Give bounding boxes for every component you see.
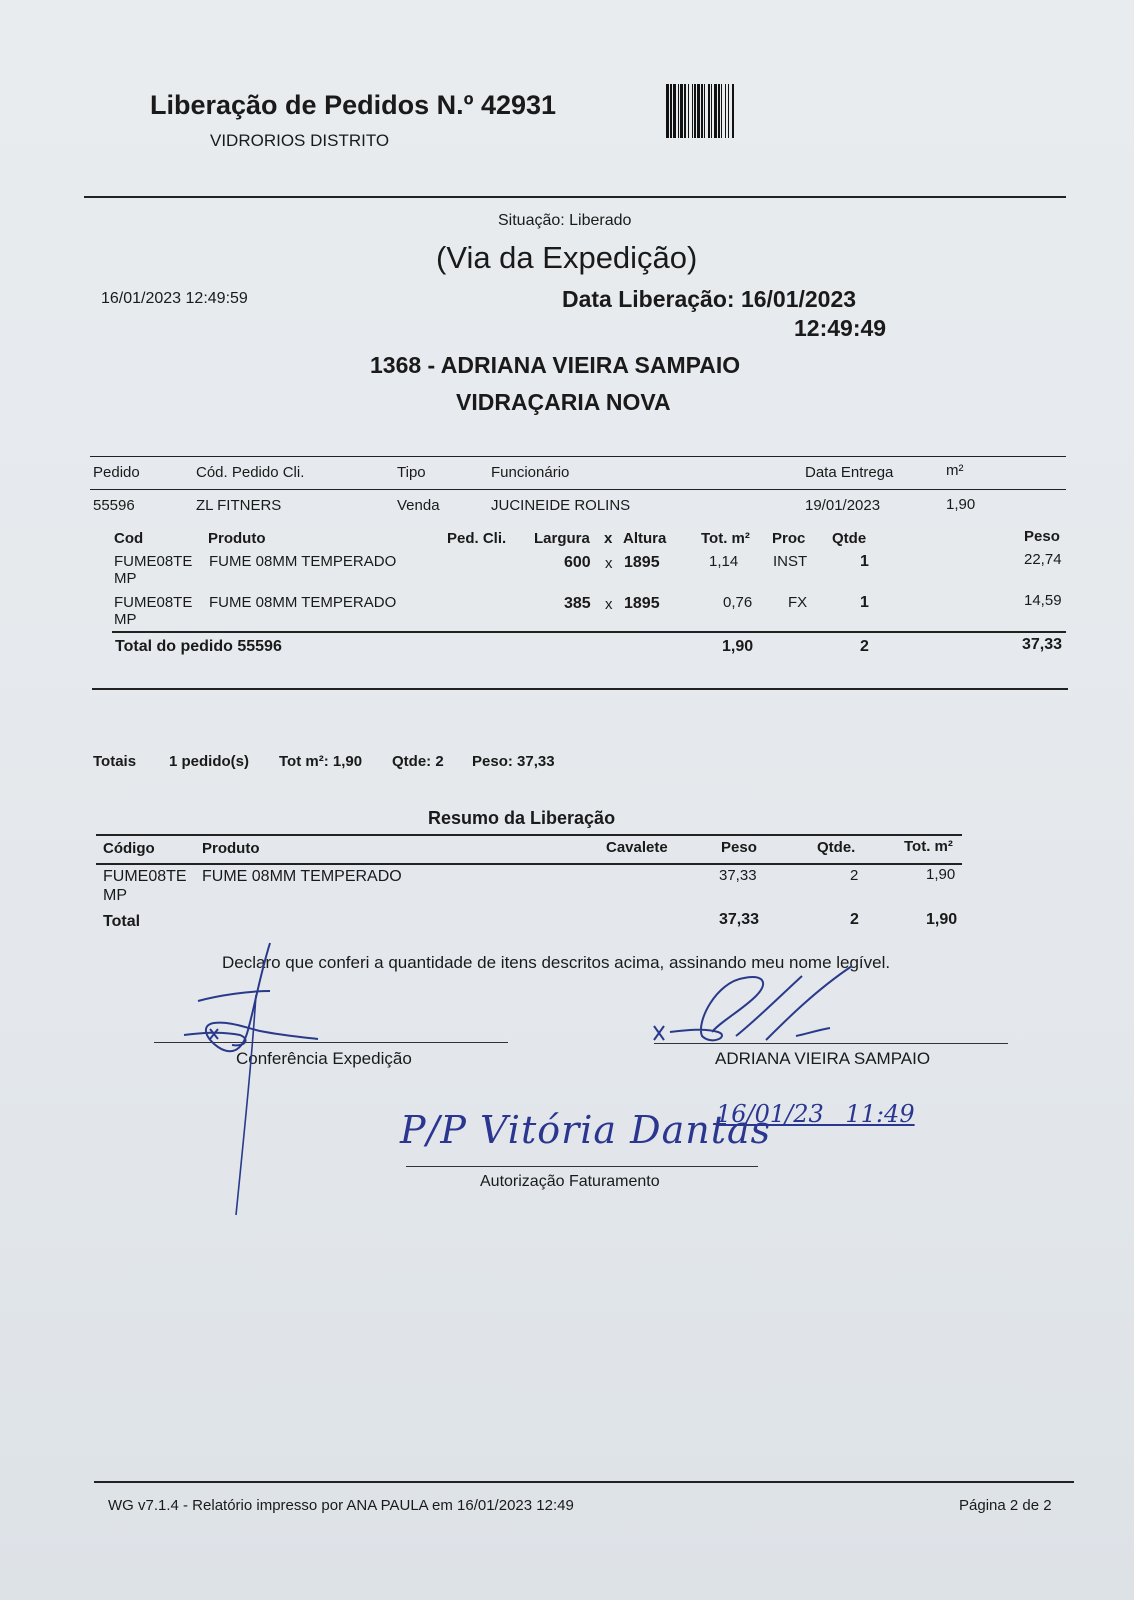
item-qtde: 1	[860, 594, 869, 611]
summary-header-rule	[96, 863, 962, 865]
col-altura: Altura	[623, 530, 667, 547]
footer-rule	[94, 1481, 1074, 1483]
totals-label: Totais	[93, 753, 137, 770]
item-qtde: 1	[860, 553, 869, 570]
handwritten-date: 16/01/23 11:49	[716, 1100, 915, 1128]
col-codigo: Código	[103, 840, 155, 857]
col-proc: Proc	[772, 530, 806, 547]
item-x: x	[605, 555, 613, 572]
col-produto: Produto	[208, 530, 266, 547]
item-peso: 14,59	[1024, 592, 1062, 609]
summary-total-peso: 37,33	[719, 911, 760, 928]
item-x: x	[605, 596, 613, 613]
col-m2: m²	[946, 462, 964, 479]
client-order-code: ZL FITNERS	[196, 497, 282, 514]
col-peso: Peso	[1024, 528, 1060, 545]
order-total-qtde: 2	[860, 638, 869, 655]
handwritten-authorization-name: P/P Vitória Dantas	[400, 1108, 772, 1152]
right-signature-icon	[646, 960, 866, 1050]
signature-label-right: ADRIANA VIEIRA SAMPAIO	[715, 1049, 931, 1068]
summary-top-rule	[96, 834, 962, 836]
summary-code: FUME08TE	[103, 868, 187, 885]
signature-label-left: Conferência Expedição	[236, 1049, 412, 1068]
release-time: 12:49:49	[794, 315, 887, 341]
col-qtde: Qtde.	[817, 839, 856, 856]
col-peso: Peso	[721, 839, 757, 856]
order-type: Venda	[397, 497, 440, 514]
summary-product: FUME 08MM TEMPERADO	[202, 868, 402, 885]
col-largura: Largura	[534, 530, 590, 547]
left-signature-icon	[170, 935, 350, 1225]
barcode-icon	[666, 84, 842, 138]
order-total-peso: 37,33	[1022, 636, 1063, 653]
order-m2: 1,90	[946, 496, 976, 513]
col-tipo: Tipo	[397, 464, 426, 481]
delivery-date: 19/01/2023	[805, 497, 881, 514]
totals-pedidos: 1 pedido(s)	[169, 753, 250, 770]
summary-code-suffix: MP	[103, 887, 127, 904]
summary-qtde: 2	[850, 867, 859, 884]
order-table-top-rule	[90, 456, 1066, 457]
summary-total-qtde: 2	[850, 911, 859, 928]
header-divider	[84, 196, 1066, 198]
item-height: 1895	[624, 595, 660, 612]
item-tot-m2: 0,76	[723, 594, 753, 611]
col-pedido: Pedido	[93, 464, 140, 481]
totals-m2: Tot m²: 1,90	[279, 753, 363, 770]
summary-peso: 37,33	[719, 867, 757, 884]
summary-total-label: Total	[103, 913, 141, 930]
order-total-label: Total do pedido 55596	[115, 638, 282, 655]
totals-peso: Peso: 37,33	[472, 753, 555, 770]
signature-line-bottom	[406, 1166, 758, 1167]
item-proc: FX	[788, 594, 808, 611]
item-peso: 22,74	[1024, 551, 1062, 568]
item-code-suffix: MP	[114, 611, 137, 628]
items-bottom-rule	[92, 688, 1068, 690]
item-code-suffix: MP	[114, 570, 137, 587]
order-total-m2: 1,90	[722, 638, 754, 655]
client-name: 1368 - ADRIANA VIEIRA SAMPAIO	[370, 352, 741, 378]
company-name: VIDRORIOS DISTRITO	[210, 131, 390, 150]
item-width: 385	[564, 595, 591, 612]
printed-datetime: 16/01/2023 12:49:59	[101, 290, 248, 307]
col-ped-cli: Ped. Cli.	[447, 530, 507, 547]
col-tot-m2: Tot. m²	[904, 838, 953, 855]
col-funcionario: Funcionário	[491, 464, 570, 481]
item-width: 600	[564, 554, 591, 571]
col-x: x	[604, 530, 613, 547]
item-product: FUME 08MM TEMPERADO	[209, 553, 397, 570]
status-text: Situação: Liberado	[498, 212, 632, 229]
order-table-header-rule	[90, 489, 1066, 490]
col-data-entrega: Data Entrega	[805, 464, 894, 481]
col-cavalete: Cavalete	[606, 839, 668, 856]
order-number: 55596	[93, 497, 135, 514]
item-code: FUME08TE	[114, 553, 193, 570]
item-tot-m2: 1,14	[709, 553, 739, 570]
totals-qtde: Qtde: 2	[392, 753, 444, 770]
declaration-text: Declaro que conferi a quantidade de itens descritos acima, assinando meu nome legível.	[222, 953, 891, 972]
summary-total-m2: 1,90	[926, 911, 958, 928]
employee: JUCINEIDE ROLINS	[491, 497, 631, 514]
footer-print-info: WG v7.1.4 - Relatório impresso por ANA PAULA em 16/01/2023 12:49	[108, 1497, 574, 1514]
release-date: Data Liberação: 16/01/2023	[562, 286, 857, 312]
client-store: VIDRAÇARIA NOVA	[456, 389, 671, 415]
col-tot-m2: Tot. m²	[701, 530, 750, 547]
summary-tot-m2: 1,90	[926, 866, 956, 883]
via-title: (Via da Expedição)	[436, 240, 698, 275]
item-height: 1895	[624, 554, 660, 571]
document-title: Liberação de Pedidos N.º 42931	[150, 90, 557, 120]
col-cod: Cod	[114, 530, 144, 547]
item-product: FUME 08MM TEMPERADO	[209, 594, 397, 611]
col-qtde: Qtde	[832, 530, 867, 547]
col-cod-pedido-cli: Cód. Pedido Cli.	[196, 464, 305, 481]
item-proc: INST	[773, 553, 808, 570]
item-code: FUME08TE	[114, 594, 193, 611]
footer-page-number: Página 2 de 2	[959, 1497, 1052, 1514]
items-total-rule	[112, 631, 1066, 633]
signature-label-bottom: Autorização Faturamento	[480, 1173, 660, 1190]
summary-title: Resumo da Liberação	[428, 808, 616, 828]
col-produto: Produto	[202, 840, 260, 857]
